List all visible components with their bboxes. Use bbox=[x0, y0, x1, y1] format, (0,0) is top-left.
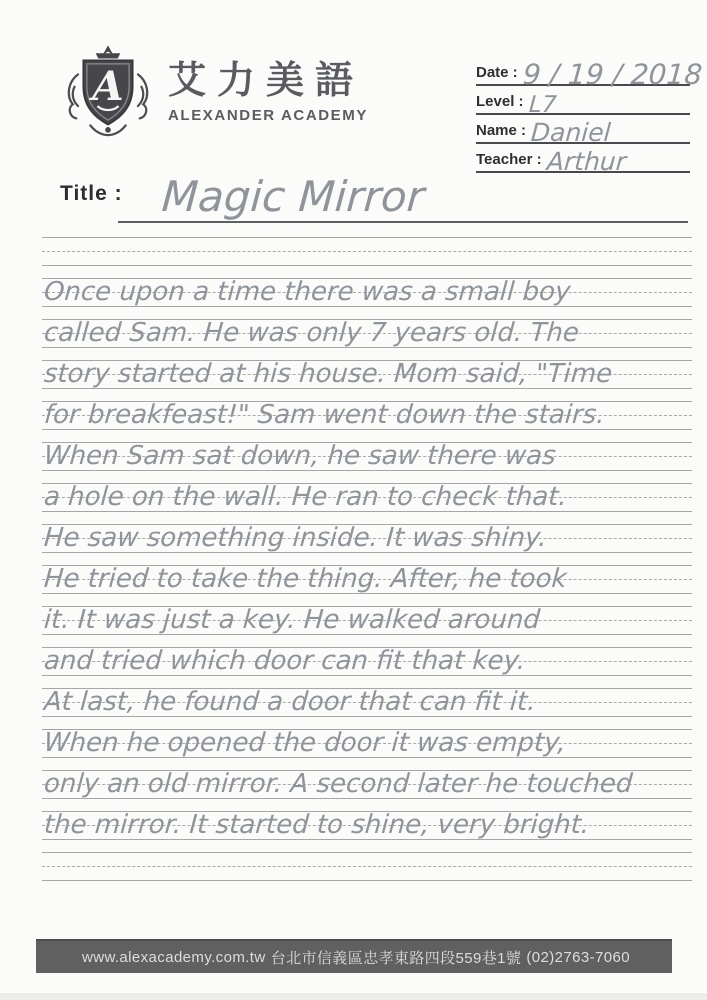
footer-contact-bar bbox=[36, 939, 672, 973]
handwritten-line: He saw something inside. It was shiny. bbox=[42, 523, 548, 553]
level-label: Level : bbox=[476, 93, 524, 110]
ruled-line-group bbox=[42, 606, 692, 635]
school-name bbox=[168, 60, 368, 124]
student-info-fields bbox=[476, 57, 704, 176]
scan-edge-artifact bbox=[0, 993, 707, 1000]
school-logo-block bbox=[64, 44, 368, 140]
school-name-chinese: 艾力美語 bbox=[168, 58, 365, 103]
svg-text:A: A bbox=[92, 61, 124, 110]
handwritten-line: it. It was just a key. He walked around bbox=[42, 605, 542, 635]
handwritten-line: for breakfeast!" Sam went down the stairs. bbox=[42, 400, 606, 430]
school-crest-icon bbox=[64, 44, 152, 140]
ruled-line-group bbox=[42, 565, 692, 594]
ruled-line-group bbox=[42, 360, 692, 389]
handwritten-line: the mirror. It started to shine, very bright. bbox=[42, 810, 591, 840]
school-name-english: ALEXANDER ACADEMY bbox=[168, 106, 368, 124]
ruled-line-group bbox=[42, 647, 692, 676]
footer-address: 台北市信義區忠孝東路四段559巷1號 bbox=[270, 949, 522, 967]
essay-writing-area bbox=[42, 237, 692, 893]
title-label: Title : bbox=[60, 182, 123, 205]
ruled-line-group bbox=[42, 401, 692, 430]
ruled-line-group bbox=[42, 770, 692, 799]
ruled-line-group bbox=[42, 729, 692, 758]
footer-website: www.alexacademy.com.tw bbox=[82, 948, 266, 966]
title-underline bbox=[118, 221, 688, 223]
handwritten-line: story started at his house. Mom said, "Time bbox=[42, 359, 614, 389]
handwritten-line: and tried which door can fit that key. bbox=[42, 646, 527, 676]
ruled-line-group-empty bbox=[42, 237, 692, 266]
handwritten-line: When he opened the door it was empty, bbox=[42, 728, 567, 758]
ruled-line-group bbox=[42, 278, 692, 307]
date-label: Date : bbox=[476, 64, 518, 81]
handwritten-line: He tried to take the thing. After, he took bbox=[42, 564, 568, 594]
name-handwritten-value: Daniel bbox=[530, 118, 612, 147]
field-teacher bbox=[476, 144, 690, 176]
ruled-line-group bbox=[42, 524, 692, 553]
date-handwritten-value: 9 / 19 / 2018 bbox=[521, 58, 704, 91]
field-level bbox=[476, 86, 690, 118]
handwritten-line: a hole on the wall. He ran to check that. bbox=[42, 482, 568, 512]
ruled-line-group bbox=[42, 483, 692, 512]
footer-phone: (02)2763-7060 bbox=[526, 948, 630, 966]
teacher-label: Teacher : bbox=[476, 151, 542, 168]
teacher-handwritten-value: Arthur bbox=[545, 147, 627, 176]
ruled-line-group bbox=[42, 688, 692, 717]
handwritten-line: When Sam sat down, he saw there was bbox=[42, 441, 557, 471]
name-label: Name : bbox=[476, 122, 527, 139]
ruled-line-group-empty bbox=[42, 852, 692, 881]
handwritten-line: only an old mirror. A second later he touched bbox=[42, 769, 634, 799]
handwritten-line: called Sam. He was only 7 years old. The bbox=[42, 318, 581, 348]
handwritten-line: At last, he found a door that can fit it. bbox=[42, 687, 537, 717]
level-handwritten-value: L7 bbox=[527, 92, 557, 118]
ruled-line-group bbox=[42, 442, 692, 471]
field-name bbox=[476, 115, 690, 147]
title-handwritten-value: Magic Mirror bbox=[160, 172, 426, 221]
ruled-line-group bbox=[42, 811, 692, 840]
ruled-line-group bbox=[42, 319, 692, 348]
handwritten-line: Once upon a time there was a small boy bbox=[42, 277, 572, 307]
field-date bbox=[476, 57, 704, 91]
